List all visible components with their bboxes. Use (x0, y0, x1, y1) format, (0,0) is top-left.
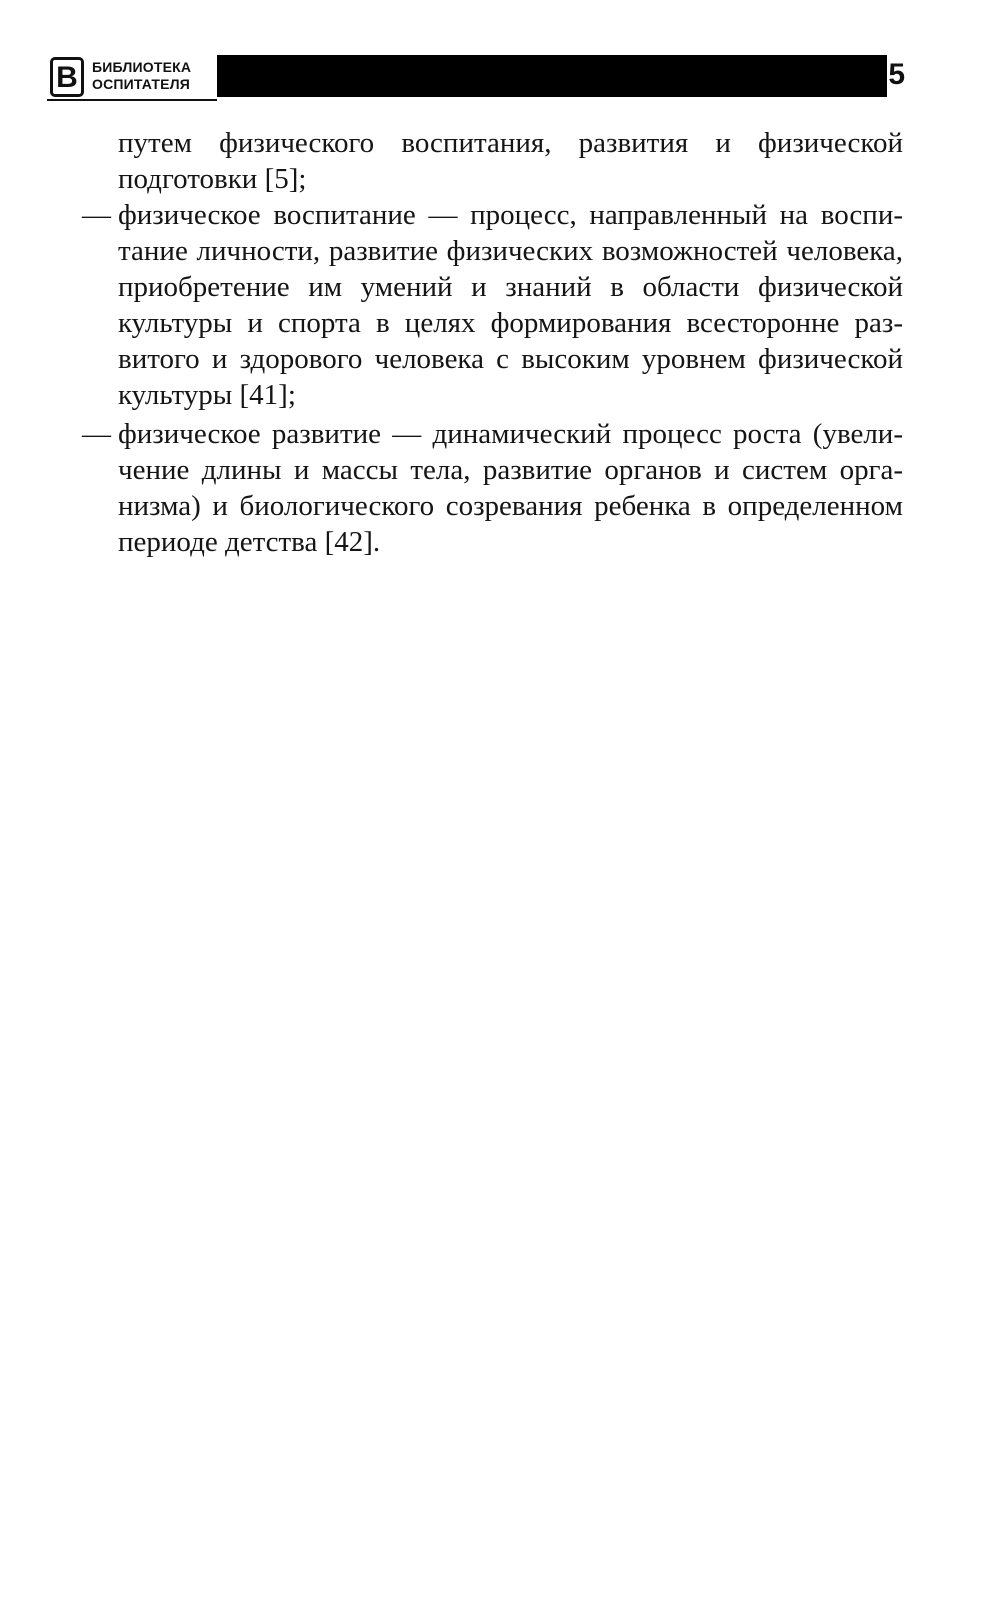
logo-letter: В (56, 60, 78, 94)
text-line: периоде детства [42]. (118, 526, 381, 558)
text-line: подготовки [5]; (118, 163, 307, 195)
text-line: тание личности, развитие физических возможностей человека, (118, 235, 903, 267)
header-rule (47, 99, 217, 101)
text-line: витого и здорового человека с высоким уровнем физической (118, 343, 903, 375)
text-line: физическое развитие — динамический процесс роста (увели- (118, 418, 903, 450)
text-line: низма) и биологического созревания ребенка в определенном (118, 490, 903, 522)
logo-line-2: ОСПИТАТЕЛЯ (92, 76, 190, 92)
logo-line-1: БИБЛИОТЕКА (92, 59, 192, 75)
running-header (47, 55, 905, 103)
list-dash: — (82, 199, 111, 231)
list-dash: — (82, 418, 111, 450)
page-number: 5 (888, 58, 905, 91)
text-line: физическое воспитание — процесс, направленный на воспи- (118, 199, 903, 231)
text-line: приобретение им умений и знаний в области физической (118, 271, 903, 303)
series-logo (47, 55, 217, 101)
text-line: чение длины и массы тела, развитие органов и систем орга- (118, 454, 903, 486)
text-line: путем физического воспитания, развития и физической (118, 127, 903, 159)
text-line: культуры и спорта в целях формирования всесторонне раз- (118, 307, 903, 339)
header-black-bar (217, 55, 887, 97)
logo-letter-box (50, 57, 84, 97)
text-line: культуры [41]; (118, 379, 296, 411)
